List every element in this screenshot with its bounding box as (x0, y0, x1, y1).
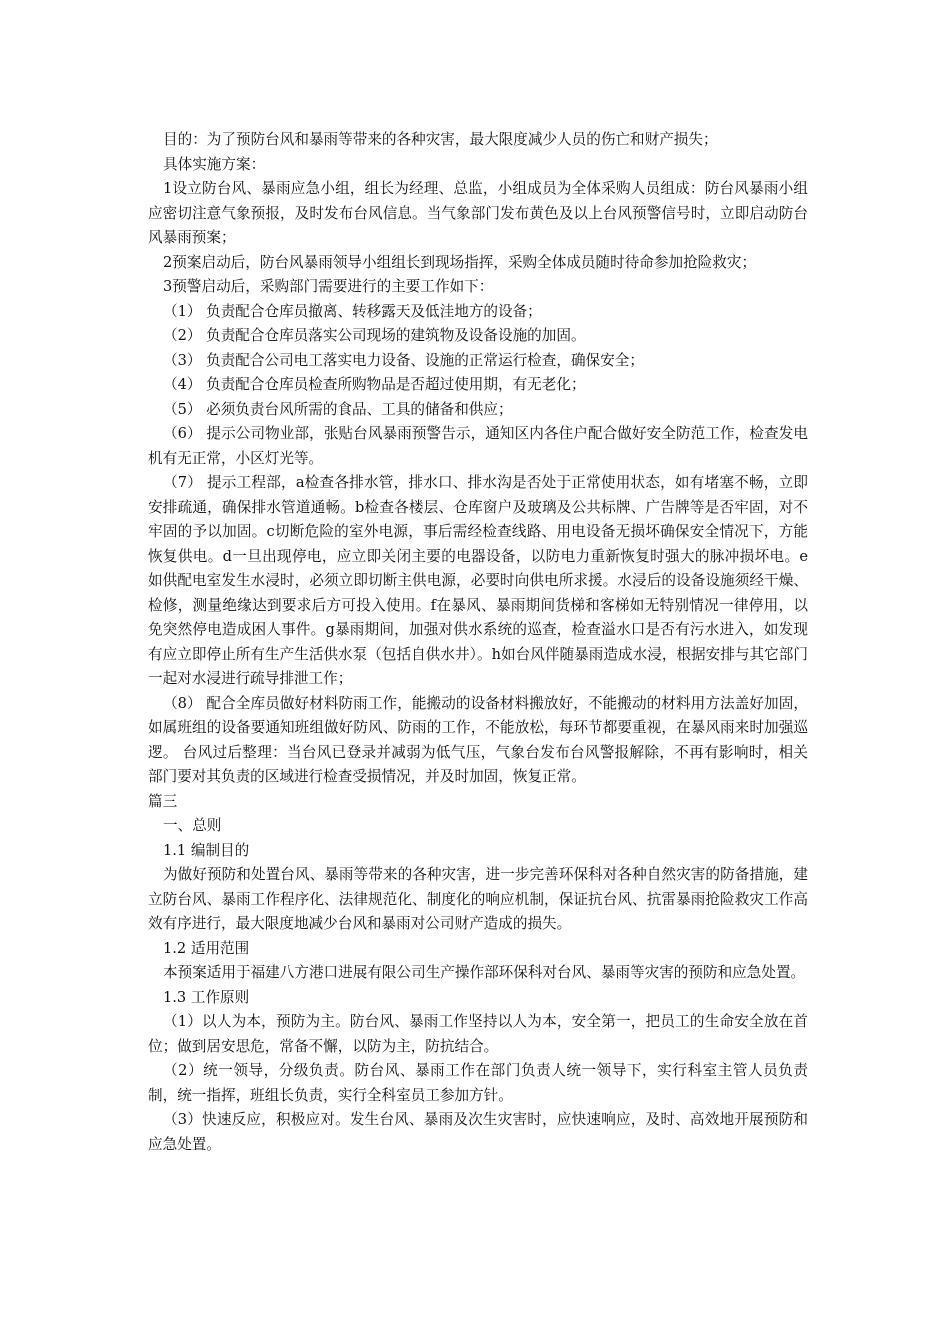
heading-1-2: 1.2 适用范围 (163, 939, 250, 957)
paragraph-plan-heading: 具体实施方案： (163, 155, 266, 173)
paragraph-step-2: 2预案启动后，防台风暴雨领导小组组长到现场指挥，采购全体成员随时待命参加抢险救灾； (163, 253, 757, 271)
list-item-4: （4） 负责配合仓库员检查所购物品是否超过使用期，有无老化； (163, 376, 586, 393)
principle-2: （2）统一领导，分级负责。防台风、暴雨工作在部门负责人统一领导下，实行科室主管人员负责制，统一指挥，班组长负责，实行全科室员工参加方针。 (148, 1062, 808, 1104)
heading-general-principles: 一、总则 (163, 817, 222, 834)
section-title-part-three: 篇三 (148, 792, 178, 810)
list-item-8: （8） 配合全库员做好材料防雨工作，能搬动的设备材料搬放好，不能搬动的材料用方法盖好加固，如属班组的设备要通知班组做好防风、防雨的工作，不能放松，每环节都要重视，在暴风雨来时加强巡逻。 台风过后整理：当台风已登录并减弱为低气压，气象台发布台风警报解除，不再有影响时，相关部门要对其负责的区域进行检查受损情况，并及时加固，恢复正常。 (148, 694, 808, 785)
heading-1-3: 1.3 工作原则 (163, 988, 250, 1006)
principle-1: （1）以人为本，预防为主。防台风、暴雨工作坚持以人为本，安全第一，把员工的生命安全放在首位；做到居安思危，常备不懈，以防为主，防抗结合。 (148, 1013, 808, 1055)
document-body (148, 128, 808, 1157)
list-item-2: （2） 负责配合仓库员落实公司现场的建筑物及设备设施的加固。 (163, 327, 586, 344)
principle-3: （3）快速反应，积极应对。发生台风、暴雨及次生灾害时，应快速响应，及时、高效地开展预防和应急处置。 (148, 1111, 808, 1153)
paragraph-1-2: 本预案适用于福建八方港口进展有限公司生产操作部环保科对台风、暴雨等灾害的预防和应急处置。 (163, 964, 806, 981)
list-item-5: （5） 必须负责台风所需的食品、工具的储备和供应； (163, 400, 513, 418)
list-item-6: （6） 提示公司物业部，张贴台风暴雨预警告示，通知区内各住户配合做好安全防范工作，检查发电机有无正常，小区灯光等。 (148, 425, 808, 467)
list-item-3: （3） 负责配合公司电工落实电力设备、设施的正常运行检查，确保安全； (163, 351, 644, 369)
paragraph-step-1: 1设立防台风、暴雨应急小组，组长为经理、总监，小组成员为全体采购人员组成：防台风暴雨小组应密切注意气象预报，及时发布台风信息。当气象部门发布黄色及以上台风预警信号时，立即启动防台风暴雨预案； (148, 180, 808, 246)
paragraph-purpose: 目的：为了预防台风和暴雨等带来的各种灾害，最大限度减少人员的伤亡和财产损失； (163, 131, 718, 148)
list-item-7: （7） 提示工程部，a检查各排水管，排水口、排水沟是否处于正常使用状态，如有堵塞不畅，立即安排疏通，确保排水管道通畅。b检查各楼层、仓库窗户及玻璃及公共标牌、广告牌等是否牢固，对不牢固的予以加固。c切断危险的室外电源，事后需经检查线路、用电设备无损坏确保安全情况下，方能恢复供电。d一旦出现停电，应立即关闭主要的电器设备，以防电力重新恢复时强大的脉冲损坏电。e如供配电室发生水浸时，必须立即切断主供电源，必要时向供电所求援。水浸后的设备设施须经干燥、检修，测量绝缘达到要求后方可投入使用。f在暴风、暴雨期间货梯和客梯如无特别情况一律停用，以免突然停电造成困人事件。g暴雨期间，加强对供水系统的巡查，检查溢水口是否有污水进入，如发现有应立即停止所有生产生活供水泵（包括自供水井）。h如台风伴随暴雨造成水浸，根据安排与其它部门一起对水浸进行疏导排泄工作； (148, 474, 808, 687)
heading-1-1: 1.1 编制目的 (163, 841, 250, 859)
paragraph-step-3: 3预警启动后，采购部门需要进行的主要工作如下： (163, 278, 494, 295)
list-item-1: （1） 负责配合仓库员撤离、转移露天及低洼地方的设备； (163, 302, 542, 320)
paragraph-1-1: 为做好预防和处置台风、暴雨等带来的各种灾害，进一步完善环保科对各种自然灾害的防备措施，建立防台风、暴雨工作程序化、法律规范化、制度化的响应机制，保证抗台风、抗雷暴雨抢险救灾工作高效有序进行，最大限度地减少台风和暴雨对公司财产造成的损失。 (148, 866, 808, 932)
